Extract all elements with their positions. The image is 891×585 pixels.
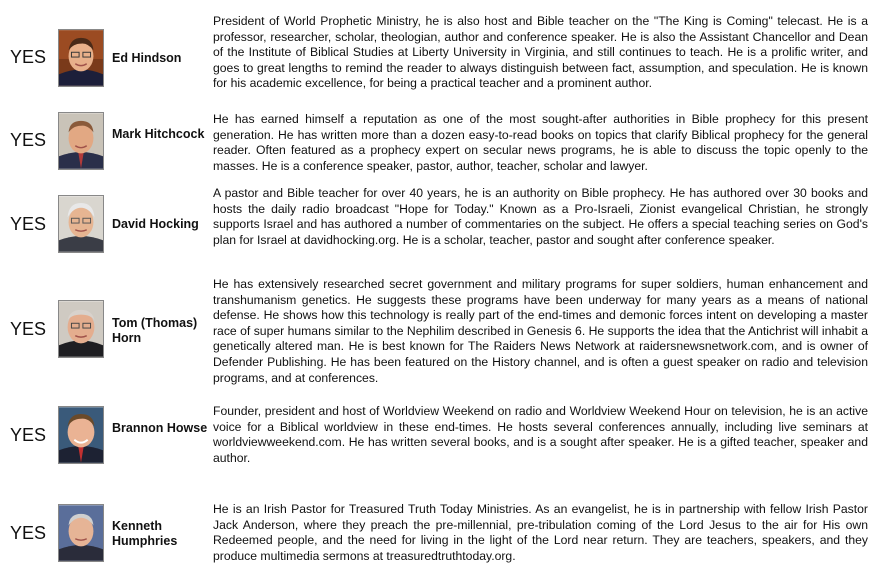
person-name: Tom (Thomas) Horn [112,316,198,345]
person-description: He has earned himself a reputation as one of the most sought-after authorities in Bible prophecy for this present generation. He has written more than a dozen easy-to-read books on topics that clarify Biblical prophecy for the general reader. Often featured as a prophecy expert on secular news programs, he is able to discuss the topic openly to the masses. He is a conference speaker, pastor, author, teacher, scholar and lawyer. [213,112,868,173]
portrait-icon [59,30,103,86]
portrait-photo [58,300,104,358]
portrait-icon [59,196,103,252]
verdict-label: YES [10,130,47,150]
portrait-icon [59,301,103,357]
portrait-photo [58,112,104,170]
portrait-icon [59,407,103,463]
verdict-label: YES [10,523,47,543]
portrait-photo [58,195,104,253]
person-name: Ed Hindson [112,51,182,65]
verdict-label: YES [10,319,47,339]
portrait-photo [58,504,104,562]
portrait-photo [58,406,104,464]
person-description: He is an Irish Pastor for Treasured Truth Today Ministries. As an evangelist, he is in partnership with fellow Irish Pastor Jack Anderson, where they preach the pre-millennial, pre-tribulation coming of the Lord Jesus to the air for His own Redeemed people, and the need for living in the light of the Lord near return. They are teachers, speakers, and they produce multimedia sermons at treasuredtruthtoday.org. [213,502,868,563]
verdict-label: YES [10,214,47,234]
person-description: President of World Prophetic Ministry, he is also host and Bible teacher on the "The King is Coming" telecast. He is a professor, researcher, scholar, theologian, author and conference speaker. He is also the Assistant Chancellor and Dean of the Institute of Biblical Studies at Liberty University in Virginia, and still continues to teach. He is a prolific writer, and goes to great lengths to remind the reader to always distinguish between fact, assumption, and speculation. He is known for his academic excellence, for being a practical teacher and a prominent author. [213,14,868,91]
person-description: He has extensively researched secret government and military programs for super soldiers, human enhancement and transhumanism genetics. He suggests these programs have been underway for many years as a means of national defense. He shows how this technology is really part of the end-times and demonic forces intent on developing a master race of super humans similar to the Nephilim described in Genesis 6. He supports the idea that the Antichrist will inhabit a genetically altered man. He is best known for The Raiders News Network at raidersnewsnetwork.com, and is owner of Defender Publishing. He has been featured on the History channel, and is often a guest speaker on radio and television programs, and at conferences. [213,277,868,385]
verdict-label: YES [10,425,47,445]
portrait-icon [59,505,103,561]
portrait-icon [59,113,103,169]
portrait-photo [58,29,104,87]
person-name: Brannon Howse [112,421,208,435]
verdict-label: YES [10,47,47,67]
person-description: A pastor and Bible teacher for over 40 years, he is an authority on Bible prophecy. He has authored over 30 books and hosts the daily radio broadcast "Hope for Today." Known as a Pro-Israeli, Zionist evangelical Christian, he strongly supports Israel and has authored a number of commentaries on the subject. He offers a special teaching series on God's plan for Israel at davidhocking.org. He is a scholar, teacher, pastor and sought after conference speaker. [213,186,868,247]
person-name: Mark Hitchcock [112,127,205,141]
person-name: David Hocking [112,217,199,231]
person-name: Kenneth Humphries [112,519,178,548]
person-description: Founder, president and host of Worldview Weekend on radio and Worldview Weekend Hour on television, he is an active voice for a Biblical worldview in these end-times. He hosts several conferences annually, including live seminars at worldviewweekend.com. He has written several books, and is a sought after speaker. He is a gifted teacher, speaker and author. [213,404,868,465]
